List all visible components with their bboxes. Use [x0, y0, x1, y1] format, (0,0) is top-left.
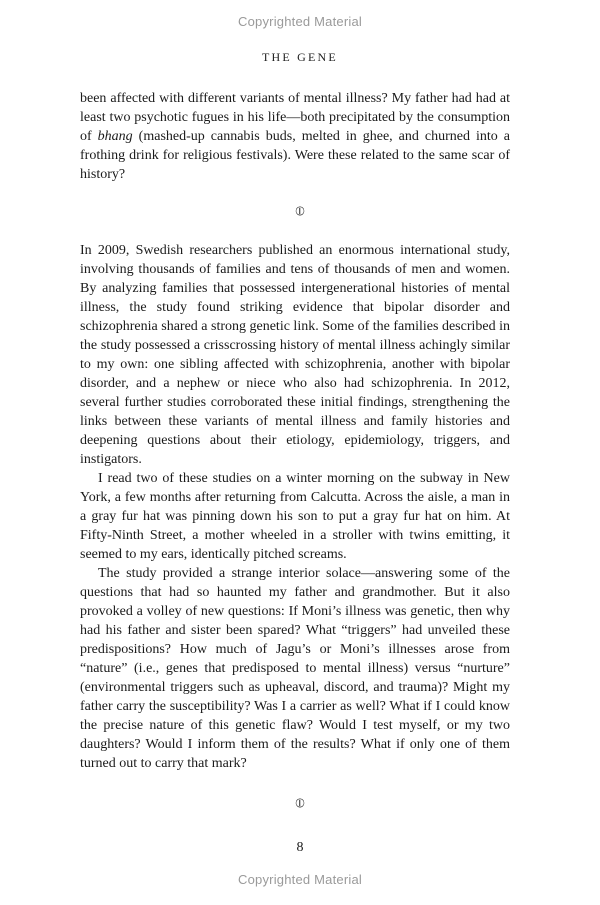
paragraph-text-after: (mashed-up cannabis buds, melted in ghee, and churned into a frothing drink for religious festivals). Were these related to the same scar of history? — [80, 129, 510, 182]
opening-text-block — [80, 89, 510, 184]
paragraph-study-2009: In 2009, Swedish researchers published an enormous international study, involving thousands of families and tens of thousands of men and women. By analyzing families that possessed intergenerational histories of mental illness, the study found striking evidence that bipolar disorder and schizophrenia shared a strong genetic link. Some of the families described in the study possessed a crisscrossing history of mental illness achingly similar to my own: one sibling affected with schizophrenia, another with bipolar disorder, and a nephew or niece who also had schizophrenia. In 2012, several further studies corroborated these initial findings, strengthening the links between these variants of mental illness and family histories and deepening questions about their etiology, epidemiology, triggers, and instigators. — [80, 243, 510, 467]
italic-term: bhang — [97, 129, 133, 144]
copyright-watermark-bottom: Copyrighted Material — [238, 872, 362, 887]
opening-paragraph — [80, 89, 510, 184]
page-number: 8 — [296, 840, 304, 855]
paragraph-subway: I read two of these studies on a winter morning on the subway in New York, a few months after returning from Calcutta. Across the aisle, a man in a gray fur hat was pinning down his son to put a gray fur hat on him. At Fifty-Ninth Street, a mother wheeled in a stroller with twins emitting, it seemed to my ears, identically pitched screams. — [80, 471, 510, 562]
section-break-ornament-icon: ⦶ — [295, 203, 305, 218]
running-head: THE GENE — [262, 50, 338, 64]
section-text-block — [80, 241, 510, 773]
copyright-watermark-top: Copyrighted Material — [238, 14, 362, 29]
paragraph-text-before: been affected with different variants of mental illness? My father had had at least two psychotic fugues in his life—both precipitated by the consumption of — [80, 91, 510, 144]
paragraph-questions: The study provided a strange interior solace—answering some of the questions that had so haunted my father and grandmother. But it also provoked a volley of new questions: If Moni’s illness was genetic, then why had his father and sister been spared? What “triggers” had unveiled these predispositions? How much of Jagu’s or Moni’s illnesses arose from “nature” (i.e., genes that predisposed to mental illness) versus “nurture” (environmental triggers such as upheaval, discord, and trauma)? Might my father carry the susceptibility? Was I a carrier as well? What if I could know the precise nature of this genetic flaw? Would I test myself, or my two daughters? Would I inform them of the results? What if only one of them turned out to carry that mark? — [80, 566, 510, 771]
section-break-ornament-icon: ⦶ — [295, 795, 305, 810]
